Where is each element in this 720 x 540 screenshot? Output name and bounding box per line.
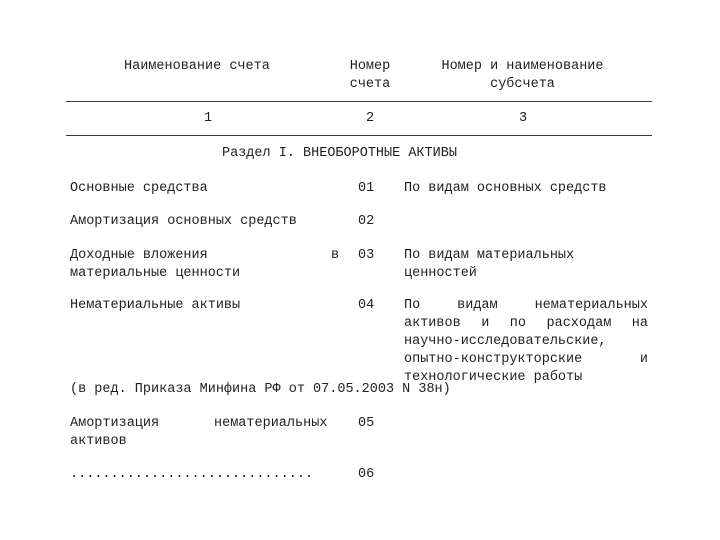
row-name-line2: материальные ценности [70, 266, 241, 281]
header-account-name: Наименование счета [124, 59, 270, 74]
section-title: Раздел I. ВНЕОБОРОТНЫЕ АКТИВЫ [222, 146, 457, 161]
row-number: 01 [358, 181, 375, 196]
row-name: Доходные вложения [70, 248, 208, 263]
row-number: 03 [358, 248, 375, 263]
row-number: 06 [358, 467, 375, 482]
header-divider-top [66, 101, 652, 102]
row-name-line2: активов [70, 434, 127, 449]
row-subaccount: По видам материальных [404, 248, 575, 263]
column-number-1: 1 [204, 111, 213, 126]
row-number: 02 [358, 214, 375, 229]
row-name: Амортизация [70, 416, 160, 431]
header-account-number-line2: счета [349, 77, 391, 92]
row-name: Нематериальные активы [70, 298, 241, 313]
row-number: 05 [358, 416, 375, 431]
row-name: Основные средства [70, 181, 208, 196]
amendment-note: (в ред. Приказа Минфина РФ от 07.05.2003 N 38н) [70, 382, 451, 397]
header-divider-bottom [66, 135, 652, 136]
row-number: 04 [358, 298, 375, 313]
header-account-number: Номер [349, 59, 391, 74]
row-name-justified-word: нематериальных [214, 416, 328, 431]
header-subaccount-line2: субсчета [490, 77, 555, 92]
row-subaccount: По видам основных средств [404, 181, 607, 196]
row-subaccount-line2: ценностей [404, 266, 477, 281]
row-name: Амортизация основных средств [70, 214, 297, 229]
column-number-3: 3 [519, 111, 528, 126]
row-name-placeholder: .............................. [70, 467, 314, 482]
header-subaccount: Номер и наименование [441, 59, 604, 74]
row-subaccount: По видам нематериальных активов и по расходам на научно-исследовательские, опытно-конструкторские и технологические работы [404, 298, 648, 385]
column-number-2: 2 [366, 111, 375, 126]
row-name-justified-word: в [331, 248, 340, 263]
